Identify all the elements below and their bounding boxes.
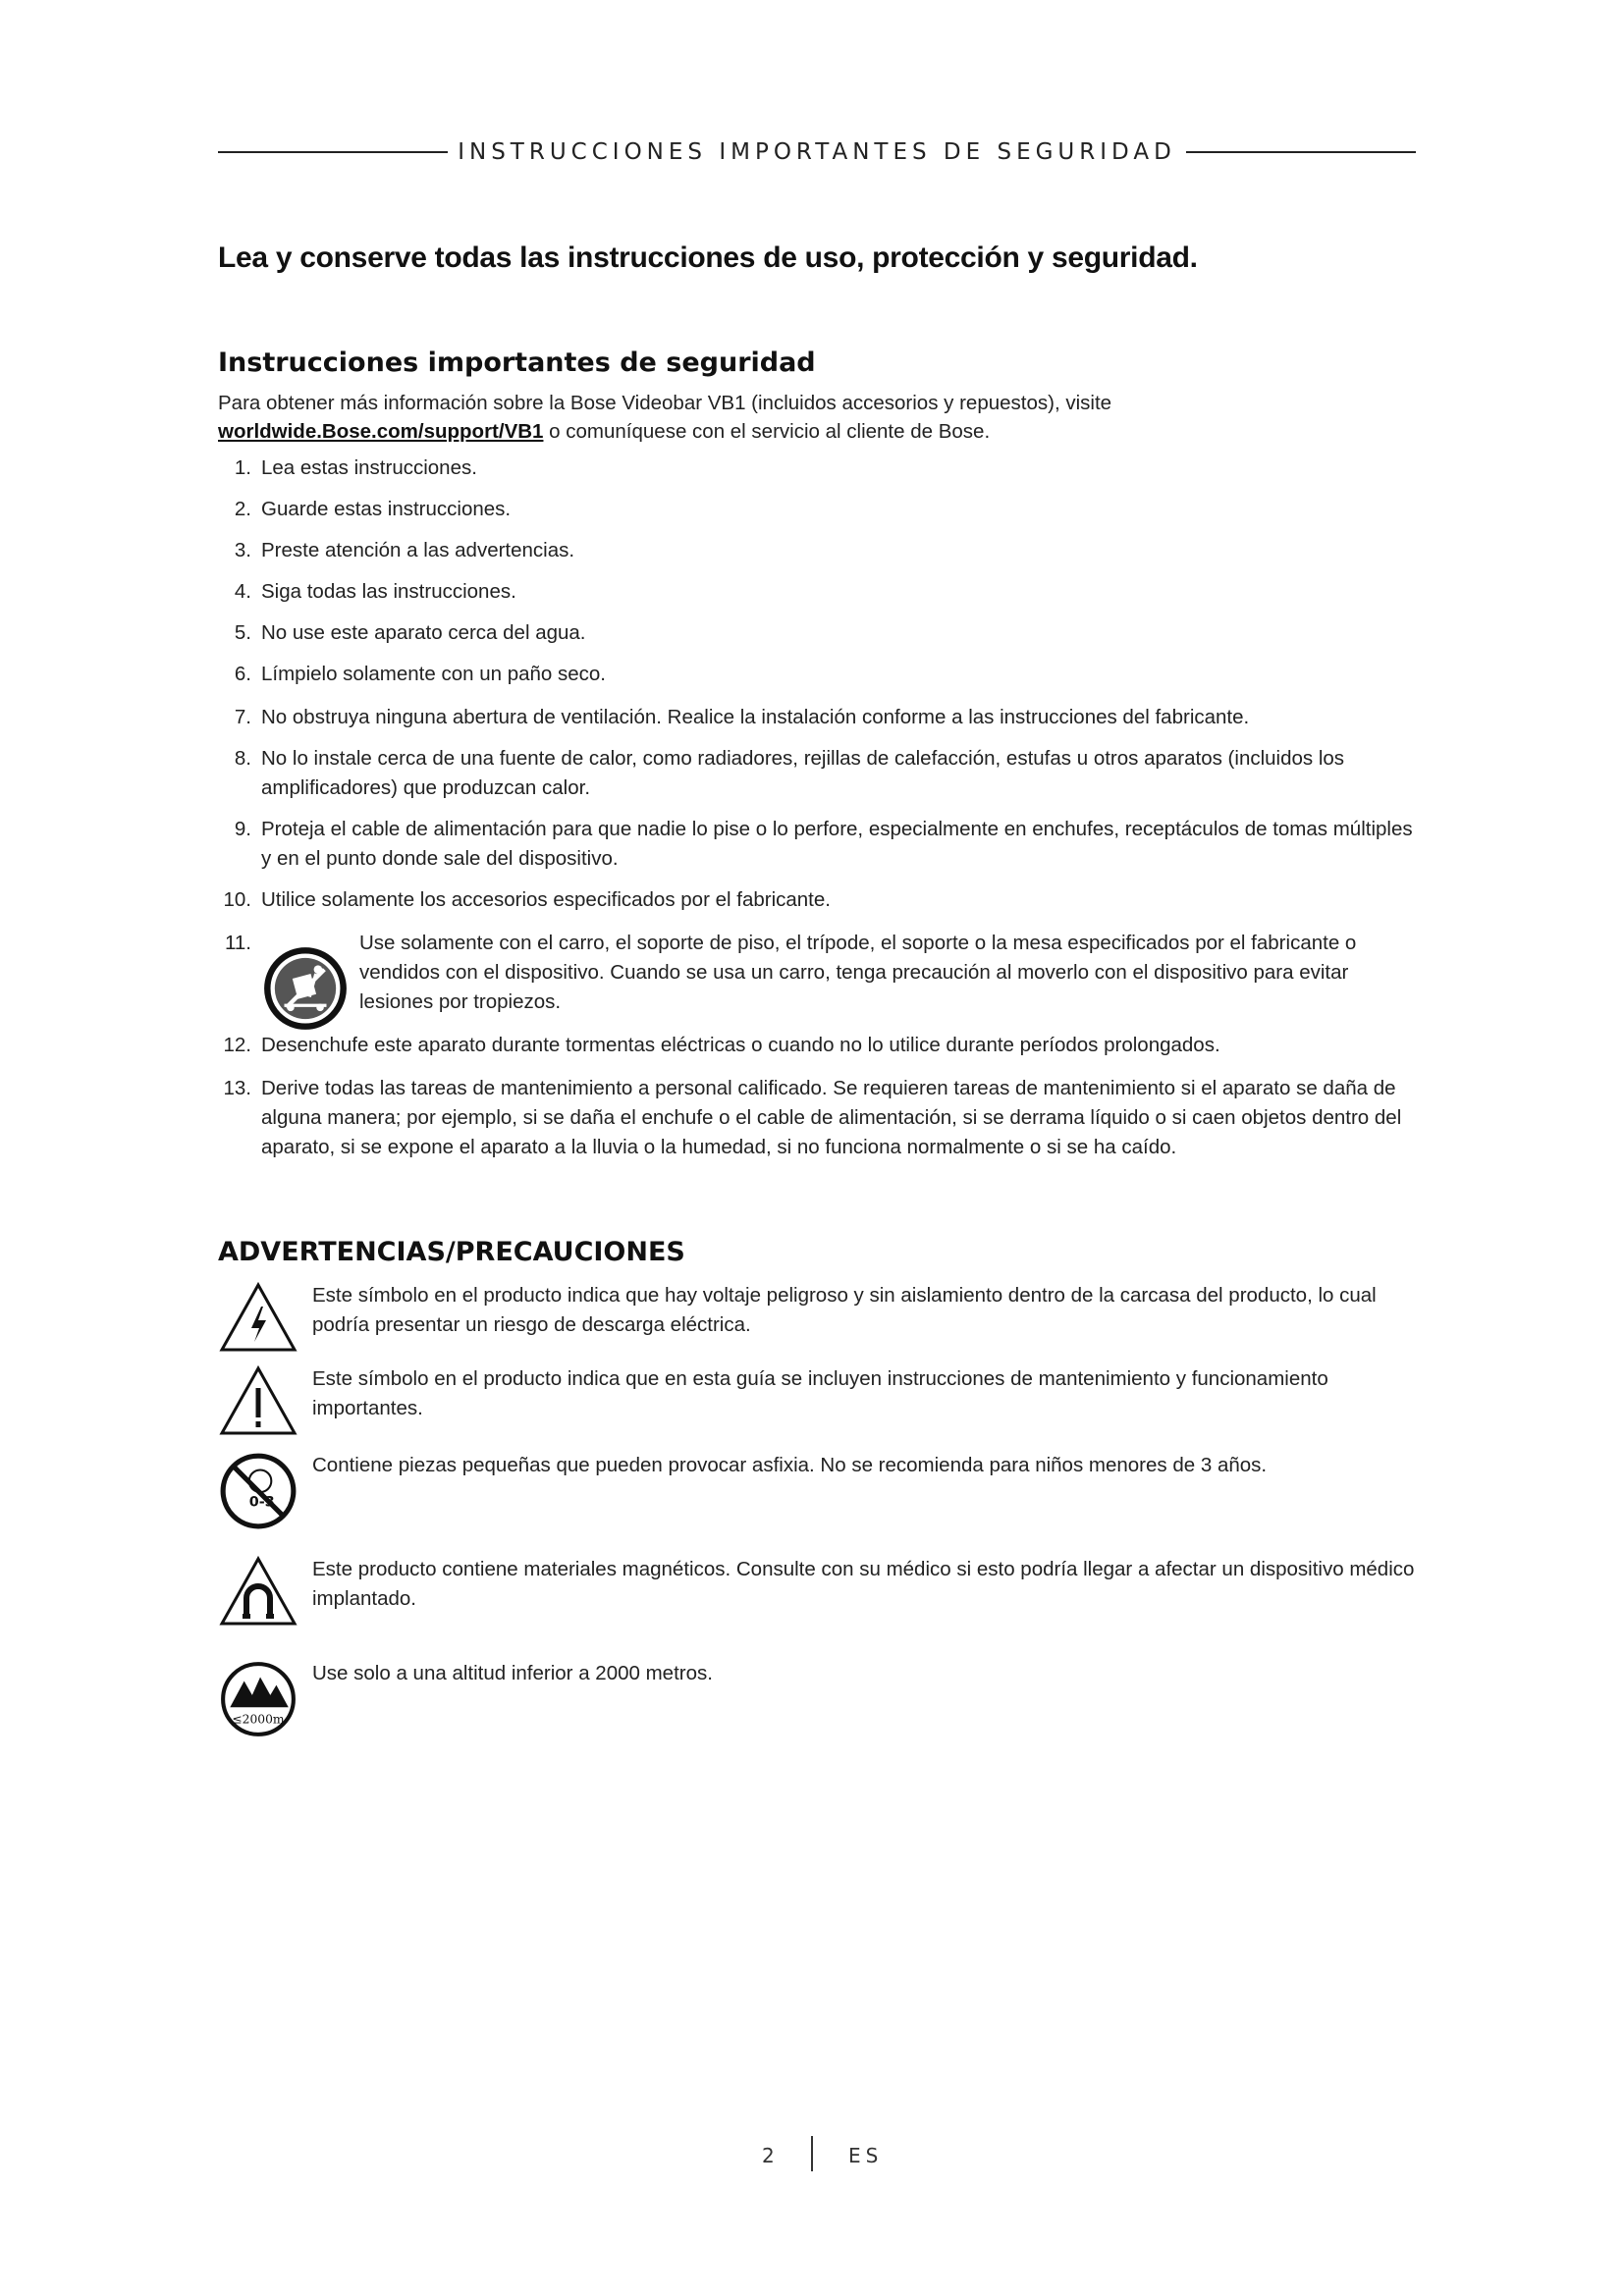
page-footer bbox=[727, 2136, 923, 2175]
list-item-number: 2. bbox=[234, 498, 251, 520]
list-item-number: 13. bbox=[223, 1077, 251, 1099]
list-item bbox=[218, 577, 1422, 607]
list-item bbox=[218, 885, 1422, 915]
list-item-number: 6. bbox=[234, 663, 251, 685]
list-item bbox=[218, 660, 1422, 689]
support-link[interactable]: worldwide.Bose.com/support/VB1 bbox=[218, 420, 544, 443]
header-rule-right bbox=[1186, 151, 1416, 153]
page-number: 2 bbox=[762, 2144, 775, 2167]
safety-instructions-list bbox=[218, 454, 1422, 1162]
list-item bbox=[218, 703, 1422, 732]
altitude-icon-label: ≤2000m bbox=[232, 1712, 285, 1727]
list-item-text: Utilice solamente los accesorios especificados por el fabricante. bbox=[261, 888, 831, 911]
list-item-number: 10. bbox=[223, 888, 251, 911]
magnet-warning-icon bbox=[218, 1555, 298, 1628]
list-item-number: 12. bbox=[223, 1034, 251, 1056]
warning-text: Este producto contiene materiales magnéticos. Consulte con su médico si esto podría llegar a afectar un dispositivo médico implantado. bbox=[312, 1558, 1415, 1610]
small-parts-choking-icon bbox=[218, 1451, 298, 1531]
list-item-number: 4. bbox=[234, 580, 251, 603]
list-item-text: Proteja el cable de alimentación para que nadie lo pise o lo perfore, especialmente en enchufes, receptáculos de tomas múltiples y en el punto donde sale del dispositivo. bbox=[261, 818, 1413, 870]
list-item-text: Use solamente con el carro, el soporte de piso, el trípode, el soporte o la mesa especificados por el fabricante o vendidos con el dispositivo. Cuando se usa un carro, tenga precaución al moverlo con el dispositivo para evitar lesiones por tropiezos. bbox=[261, 929, 1422, 1017]
choking-icon-label: 0-3 bbox=[248, 1494, 275, 1511]
warning-text: Contiene piezas pequeñas que pueden provocar asfixia. No se recomienda para niños menores de 3 años. bbox=[312, 1454, 1268, 1476]
list-item-text: Límpielo solamente con un paño seco. bbox=[261, 663, 607, 685]
list-item-number: 7. bbox=[234, 706, 251, 728]
header-rule-left bbox=[218, 151, 448, 153]
list-item bbox=[218, 536, 1422, 565]
list-item bbox=[218, 815, 1422, 874]
list-item bbox=[218, 1031, 1422, 1060]
list-item bbox=[218, 618, 1422, 648]
warnings-section-title: ADVERTENCIAS/PRECAUCIONES bbox=[218, 1237, 685, 1267]
list-item bbox=[218, 454, 1422, 483]
exclamation-warning-icon bbox=[218, 1364, 298, 1437]
altitude-limit-icon bbox=[218, 1659, 298, 1739]
intro-text-after: o comuníquese con el servicio al cliente de Bose. bbox=[543, 420, 991, 443]
list-item-text: Derive todas las tareas de mantenimiento a personal calificado. Se requieren tareas de mantenimiento si el aparato se daña de alguna manera; por ejemplo, si se daña el enchufe o el cable de alimentación, si se derrama líquido o si caen objetos dentro del aparato, si se expone el aparato a la lluvia o la humedad, si no funciona normalmente o si se ha caído. bbox=[261, 1077, 1402, 1158]
list-item-text: Lea estas instrucciones. bbox=[261, 456, 477, 479]
list-item bbox=[218, 1074, 1422, 1162]
warning-text: Este símbolo en el producto indica que hay voltaje peligroso y sin aislamiento dentro de la carcasa del producto, lo cual podría presentar un riesgo de descarga eléctrica. bbox=[312, 1284, 1377, 1336]
list-item-number: 5. bbox=[234, 621, 251, 644]
page-header bbox=[218, 137, 1416, 167]
list-item-number: 11. bbox=[225, 932, 251, 954]
intro-text-before: Para obtener más información sobre la Bose Videobar VB1 (incluidos accesorios y repuestos), visite bbox=[218, 392, 1112, 414]
list-item bbox=[218, 929, 1422, 1017]
list-item-text: Desenchufe este aparato durante tormentas eléctricas o cuando no lo utilice durante períodos prolongados. bbox=[261, 1034, 1220, 1056]
list-item-text: No obstruya ninguna abertura de ventilación. Realice la instalación conforme a las instrucciones del fabricante. bbox=[261, 706, 1250, 728]
list-item-number: 9. bbox=[234, 818, 251, 840]
warning-text: Este símbolo en el producto indica que en esta guía se incluyen instrucciones de mantenimiento y funcionamiento importantes. bbox=[312, 1367, 1328, 1419]
list-item-number: 8. bbox=[234, 747, 251, 770]
list-item-text: Preste atención a las advertencias. bbox=[261, 539, 575, 561]
safety-section-title: Instrucciones importantes de seguridad bbox=[218, 347, 816, 378]
list-item-text: Siga todas las instrucciones. bbox=[261, 580, 516, 603]
safety-intro bbox=[218, 389, 1422, 446]
warning-text: Use solo a una altitud inferior a 2000 metros. bbox=[312, 1662, 713, 1684]
language-code: ES bbox=[848, 2144, 884, 2167]
list-item-text: No use este aparato cerca del agua. bbox=[261, 621, 586, 644]
header-title: INSTRUCCIONES IMPORTANTES DE SEGURIDAD bbox=[458, 139, 1176, 165]
electric-shock-warning-icon bbox=[218, 1281, 298, 1354]
list-item bbox=[218, 744, 1422, 803]
footer-divider bbox=[811, 2136, 813, 2171]
cart-tip-over-warning-icon bbox=[263, 946, 348, 1031]
list-item-text: Guarde estas instrucciones. bbox=[261, 498, 512, 520]
list-item bbox=[218, 495, 1422, 524]
list-item-number: 1. bbox=[234, 456, 251, 479]
list-item-text: No lo instale cerca de una fuente de calor, como radiadores, rejillas de calefacción, estufas u otros aparatos (incluidos los amplificadores) que produzcan calor. bbox=[261, 747, 1345, 799]
list-item-number: 3. bbox=[234, 539, 251, 561]
page-title: Lea y conserve todas las instrucciones de uso, protección y seguridad. bbox=[218, 241, 1198, 274]
